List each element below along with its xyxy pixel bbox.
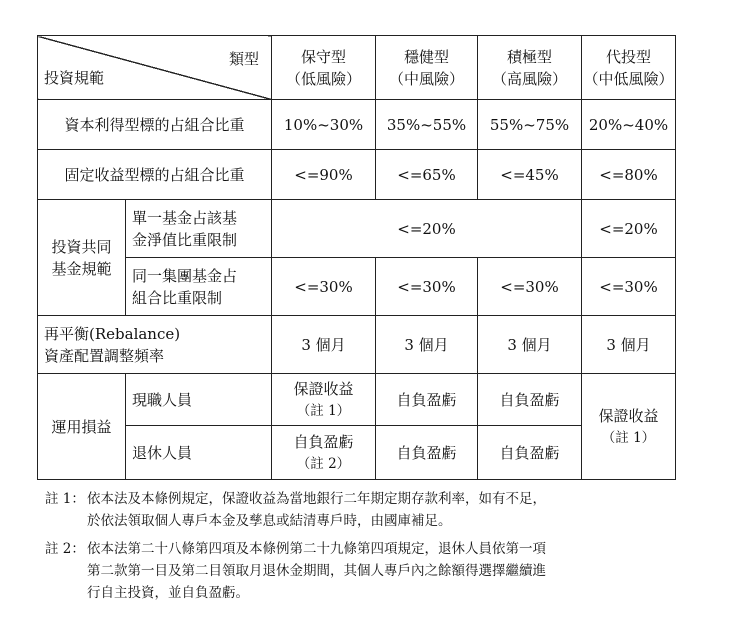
column-risk: （高風險） xyxy=(491,69,567,88)
group-label-line: 基金規範 xyxy=(51,259,112,278)
header-conservative xyxy=(272,36,376,100)
active-staff-label: 現職人員 xyxy=(126,374,272,426)
single-fund-merged-value: <=20% xyxy=(272,200,582,258)
note-reference: （註 1） xyxy=(296,402,351,419)
single-fund-label xyxy=(126,200,272,258)
retired-conservative-cell xyxy=(272,426,376,480)
footnote-line: 於依法領取個人專戶本金及孳息或結清專戶時，由國庫補足。 xyxy=(87,513,452,529)
cell-value: <=30% xyxy=(478,258,582,316)
footnote-2 xyxy=(45,538,685,604)
cell-value: 3 個月 xyxy=(582,316,676,374)
group-label-line: 投資共同 xyxy=(51,237,112,256)
capital-gain-row xyxy=(38,100,676,150)
row-label: 資本利得型標的占組合比重 xyxy=(38,100,272,150)
header-proxy xyxy=(582,36,676,100)
single-fund-row xyxy=(38,200,676,258)
cell-value: 35%~55% xyxy=(376,100,478,150)
column-name: 代投型 xyxy=(605,47,651,66)
label-line: 再平衡(Rebalance) xyxy=(44,324,181,343)
row-label: 固定收益型標的占組合比重 xyxy=(38,150,272,200)
fixed-income-row xyxy=(38,150,676,200)
header-stable xyxy=(376,36,478,100)
header-aggressive xyxy=(478,36,582,100)
footnote-line: 行自主投資，並自負盈虧。 xyxy=(87,585,249,601)
cell-value: <=30% xyxy=(376,258,478,316)
footnote-1 xyxy=(45,488,685,532)
header-corner-cell xyxy=(38,36,272,100)
label-line: 資產配置調整頻率 xyxy=(44,346,165,365)
cell-value: <=30% xyxy=(272,258,376,316)
cell-value: 自負盈虧 xyxy=(478,374,582,426)
cell-value: 自負盈虧 xyxy=(478,426,582,480)
cell-value: 20%~40% xyxy=(582,100,676,150)
footnote-label: 註 2： xyxy=(45,541,85,557)
type-header-label: 類型 xyxy=(228,50,259,68)
rebalance-row xyxy=(38,316,676,374)
cell-value: <=90% xyxy=(272,150,376,200)
cell-value: 自負盈虧 xyxy=(293,432,354,451)
column-name: 積極型 xyxy=(506,47,552,66)
cell-value: 3 個月 xyxy=(376,316,478,374)
column-name: 穩健型 xyxy=(403,47,449,66)
rebalance-label xyxy=(38,316,272,374)
label-line: 金淨值比重限制 xyxy=(132,230,238,249)
group-fund-label xyxy=(126,258,272,316)
footnote-line: 依本法及本條例規定，保證收益為當地銀行二年期定期存款利率，如有不足， xyxy=(87,491,546,507)
single-fund-proxy-value: <=20% xyxy=(582,200,676,258)
cell-value: <=65% xyxy=(376,150,478,200)
footnote-line: 依本法第二十八條第四項及本條例第二十九條第四項規定，退休人員依第一項 xyxy=(87,541,546,557)
header-row xyxy=(38,36,676,100)
footnotes xyxy=(45,488,685,610)
footnote-text xyxy=(87,488,685,532)
mutual-fund-group-label xyxy=(38,200,126,316)
cell-value: 3 個月 xyxy=(272,316,376,374)
cell-value: <=30% xyxy=(582,258,676,316)
cell-value: 自負盈虧 xyxy=(376,426,478,480)
cell-value: 保證收益 xyxy=(598,406,659,425)
proxy-profit-loss-cell xyxy=(582,374,676,480)
cell-value: 3 個月 xyxy=(478,316,582,374)
note-reference: （註 1） xyxy=(601,429,656,446)
cell-value: <=80% xyxy=(582,150,676,200)
column-risk: （中低風險） xyxy=(583,69,674,88)
cell-value: 保證收益 xyxy=(293,379,354,398)
active-staff-row xyxy=(38,374,676,426)
active-conservative-cell xyxy=(272,374,376,426)
retired-staff-label: 退休人員 xyxy=(126,426,272,480)
label-line: 組合比重限制 xyxy=(132,288,223,307)
group-fund-row xyxy=(38,258,676,316)
column-risk: （中風險） xyxy=(388,69,464,88)
cell-value: 55%~75% xyxy=(478,100,582,150)
note-reference: （註 2） xyxy=(296,455,351,472)
profit-loss-label: 運用損益 xyxy=(38,374,126,480)
cell-value: <=45% xyxy=(478,150,582,200)
investment-norms-table xyxy=(37,35,676,480)
label-line: 同一集團基金占 xyxy=(132,266,238,285)
footnote-text xyxy=(87,538,685,604)
scope-header-label: 投資規範 xyxy=(44,69,105,87)
footnote-label: 註 1： xyxy=(45,491,85,507)
column-name: 保守型 xyxy=(300,47,346,66)
cell-value: 10%~30% xyxy=(272,100,376,150)
column-risk: （低風險） xyxy=(285,69,361,88)
footnote-line: 第二款第一目及第二目領取月退休金期間，其個人專戶內之餘額得選擇繼續進 xyxy=(87,563,546,579)
label-line: 單一基金占該基 xyxy=(132,208,238,227)
cell-value: 自負盈虧 xyxy=(376,374,478,426)
retired-staff-row xyxy=(38,426,676,480)
